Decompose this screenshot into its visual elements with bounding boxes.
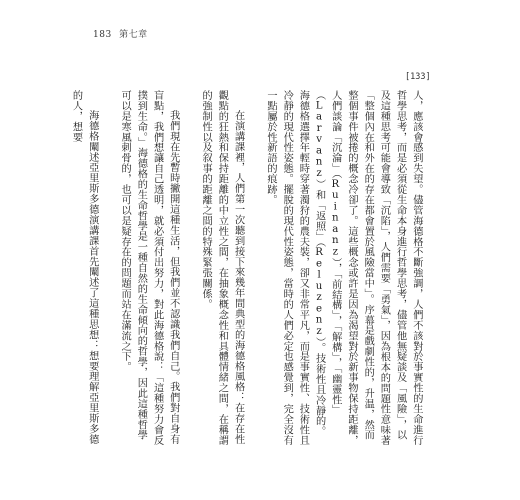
chapter-title: 第七章 bbox=[119, 30, 148, 40]
original-page-marker: [133] bbox=[405, 72, 431, 82]
page-number: 183 bbox=[93, 30, 112, 40]
paragraph: 海德格闡述亞里斯多德演講課首先闡述了這種思想：想要理解亞里斯多德的人，想要 bbox=[70, 90, 98, 445]
paragraph: 在演講課裡，人們第一次聽到接下來幾年間典型的海德格風格：在存在性觀點的狂熱和保持距離的中立性之間，在抽象概念性和具體情緒之間，在稱謂的強制性以及叙事的距離之間的特殊緊張關係。 bbox=[200, 90, 244, 446]
paragraph: 我們現在先暫時撇開這種生活，但我們並不認識我們自己。我們對自身有盲點，我們想讓自己透明，就必須付出努力，對此海德格說：「這種努力會反撲到生命。」海德格的生命哲學是一種自然的生命傾向的哲學，因此這種哲學可以是寒風刺骨的，也可以是疑存在的問題而站在滿流之下。 bbox=[119, 90, 179, 446]
running-head bbox=[93, 27, 152, 40]
vertical-text-block bbox=[70, 90, 440, 446]
paragraph: 人，應該會感到失望。儘管海德格不斷強調，人們不該對於事實性的生命進行哲學思考，而是必須從生命本身進行哲學思考，儘管他無疑談及「風險」，以及這種思考可能會導致「沉陷」，人們需要「勇氣」，因為根本的問題性意味著「整個內在和外在的存在都會置於風險當中」。序幕是戲劇性的，升温，然而整個事件被捲的概念冷卻了。這些概念或許是因為渴望對於新事物保持距離，人們談論「沉淪」（Ruinanz），「前結構」，「解構」，「幽靈性」（Larvanz）和「返照」（Reluzenz）。技術性且冷靜的。海德格選擇年輕時穿著濁狩的農夫裝，卻又非常平凡，而是事實性、技術性且冷靜的現代性姿態。擺脫的現代性姿態，當時的人們必定也感覺到，完全沒有一點屬於性新語的痕跡。 bbox=[264, 90, 422, 446]
